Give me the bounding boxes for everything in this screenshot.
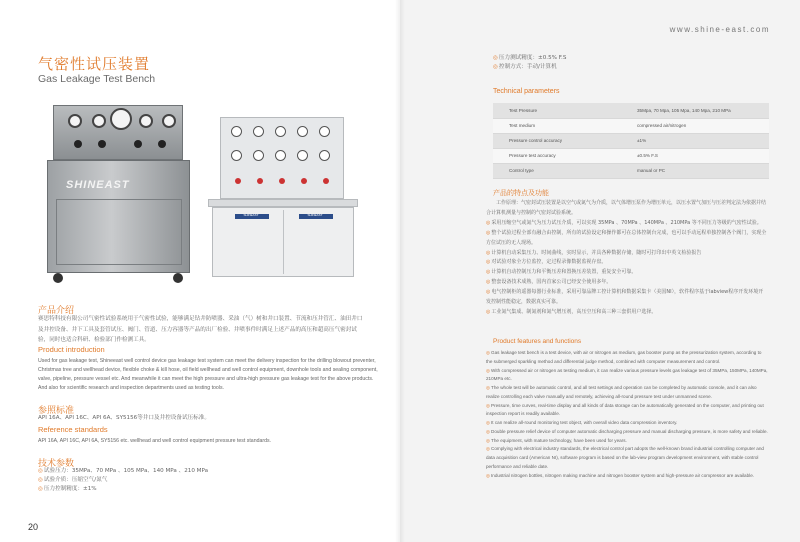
features-text-cn: [486, 199, 768, 318]
product-title-cn: 气密性试压装置: [38, 55, 151, 73]
bullet-icon: ◎: [38, 468, 43, 474]
console-desk: [208, 199, 358, 207]
technical-parameters-table: [493, 103, 769, 179]
param-value: ±0.5% F.S: [621, 148, 769, 163]
bullet-icon: ◎: [486, 259, 491, 266]
gauge-panel: [53, 105, 183, 160]
bullet-icon: ◎: [486, 308, 491, 315]
reference-text-en: API 16A, API 16C, API 6A, SY5156 etc. wellhead and well control equipment pressure test standards.: [38, 438, 271, 444]
switch-icon: [257, 178, 263, 184]
list-item: ◎整套设备技术成熟，国内首家公司已经安全使用多年。: [486, 279, 612, 286]
main-pressure-gauge-icon: [110, 108, 132, 130]
switch-icon: [323, 178, 329, 184]
table-row: [493, 118, 769, 133]
caster-wheel-icon: [173, 273, 183, 283]
valve-knob-icon: [98, 140, 106, 148]
list-item: ◎Gas leakage test bench is a test device, with air or nitrogen as medium, gas booster pump as the pressurization system, according to the submerged sparkling method and differential judge method, combined with computer measurement and control.: [486, 350, 762, 364]
pressure-gauge-icon: [139, 114, 153, 128]
features-heading-en: Product features and functions: [493, 338, 582, 345]
pressure-gauge-icon: [297, 126, 308, 137]
list-item: ◎试验压力：35MPa、70 MPa 、105 MPa、140 MPa 、210 MPa: [38, 468, 209, 474]
bullet-icon: ◎: [486, 229, 491, 236]
switch-icon: [235, 178, 241, 184]
list-item: ◎计算机自动采集压力、时间曲线，实时显示，并具各种数据存储，随时可打印出中英文检验报告: [486, 249, 702, 256]
list-item: ◎Industrial nitrogen bottles, nitrogen making machine and nitrogen booster system and high-pressure air compressor are available.: [486, 472, 755, 478]
param-label: Pressure test accuracy: [493, 148, 621, 163]
cabinet-body: [47, 160, 190, 273]
list-item: ◎整个试验过程全部有融合由控制，所有的试验设定和操作都可在总体控制台完成，也可以手动远程单独控制各个阀门，实现全方位试压的无人现场。: [486, 229, 767, 246]
console-cabinet: [212, 207, 354, 277]
param-label: Test Pressure: [493, 103, 621, 118]
bullet-icon: ◎: [486, 446, 491, 452]
param-value: ±1%: [621, 133, 769, 148]
product-title-en: Gas Leakage Test Bench: [38, 73, 156, 85]
bullet-icon: ◎: [38, 476, 43, 483]
bullet-icon: ◎: [486, 289, 491, 296]
bullet-icon: ◎: [486, 219, 491, 226]
test-bench-photo-console: [208, 117, 358, 277]
list-item: ◎压力测试精度：±0.5% F.S: [493, 55, 567, 61]
list-item: ◎With compressed air or nitrogen as testing medium, it can realize various pressure levels gas leakage test of 35MPa, 150MPa, 140MPa, 210MPa etc.: [486, 367, 768, 382]
pressure-gauge-icon: [231, 150, 242, 161]
caster-wheel-icon: [53, 273, 63, 283]
pressure-gauge-icon: [68, 114, 82, 128]
intro-heading-en: Product introduction: [38, 345, 105, 354]
list-item: ◎对试验对象全方位监控，定过程录像数据监视存盘。: [486, 259, 607, 266]
book-gutter: [395, 0, 405, 542]
pressure-gauge-icon: [92, 114, 106, 128]
bullet-icon: ◎: [493, 63, 498, 70]
reference-heading-cn: 参照标准: [38, 406, 75, 416]
list-item: ◎The whole test will be automatic control, and all test settings and operation can be completed by automatic console, and it can also realize controlling each valve manually and remotely, achieving all-round pressure test under unmanned scene.: [486, 385, 757, 399]
tech-params-heading-cn: 技术参数: [38, 459, 75, 469]
reference-text-cn: API 16A、API 16C、API 6A、SY5156等井口及井控设备试压标准。: [38, 415, 210, 421]
cabinet-divider: [283, 210, 284, 274]
list-item: ◎试验介质：压缩空气/氮气: [38, 476, 108, 483]
param-label: Pressure control accuracy: [493, 133, 621, 148]
pressure-gauge-icon: [253, 150, 264, 161]
tech-params-list: [38, 467, 208, 493]
table-row: [493, 148, 769, 163]
bullet-icon: ◎: [486, 472, 491, 478]
list-item: ◎控制方式：手动/计算机: [493, 63, 557, 70]
features-intro-cn: 工作原理：气密封试压装置是以空气或氮气为介质，以气体增压泵作为增压单元，以压水置气加压与压差判定法为依据并结合计算机测量与控制的气密封试验系统。: [486, 200, 767, 216]
list-item: ◎Pressure, time curves, real-time display and all kinds of data storage can be automatically generated on the computer, and printing out inspection report is readily available.: [486, 402, 764, 417]
bullet-icon: ◎: [38, 485, 43, 492]
test-bench-photo-stainless: [47, 105, 190, 283]
cabinet-door: [56, 199, 182, 265]
machine-logo: SHINEAST: [66, 179, 130, 191]
pressure-gauge-icon: [297, 150, 308, 161]
table-row: [493, 133, 769, 148]
pressure-gauge-icon: [319, 126, 330, 137]
bullet-icon: ◎: [493, 55, 498, 61]
top-params-list: [493, 54, 566, 72]
pressure-gauge-icon: [162, 114, 176, 128]
pressure-gauge-icon: [319, 150, 330, 161]
pressure-gauge-icon: [275, 150, 286, 161]
features-text-en: [486, 349, 768, 480]
pressure-gauge-icon: [275, 126, 286, 137]
valve-knob-icon: [158, 140, 166, 148]
bullet-icon: ◎: [486, 437, 491, 443]
table-row: [493, 163, 769, 178]
bullet-icon: ◎: [486, 385, 491, 390]
page-number: 20: [28, 522, 39, 532]
brand-tag-text-left: SHINEAST: [243, 213, 259, 217]
table-row: [493, 103, 769, 118]
features-heading-cn: 产品的特点及功能: [493, 189, 549, 197]
param-value: compressed air/nitrogen: [621, 118, 769, 133]
list-item: ◎工业氮气集成、制氮剂和氮气增压剂，高压空压和高三种三套供用户选择。: [486, 308, 657, 315]
list-item: ◎It can realize all-round monitoring test object, with overall video data compression inventory.: [486, 420, 678, 425]
brand-tag-text-right: SHINEAST: [307, 213, 323, 217]
bullet-icon: ◎: [486, 350, 491, 355]
param-label: Test medium: [493, 118, 621, 133]
bullet-icon: ◎: [486, 269, 491, 276]
list-item: ◎压力控制精度：±1%: [38, 485, 97, 492]
param-label: Control type: [493, 163, 621, 178]
technical-parameters-heading: Technical parameters: [493, 88, 560, 95]
list-item: ◎采用压缩空气或氮气为压力试压介质，可以实现 35MPa 、70MPa 、140MPa 、210MPa 等不同压力等级的气密性试验。: [486, 219, 762, 226]
bullet-icon: ◎: [486, 402, 491, 408]
console-panel: [220, 117, 344, 199]
list-item: ◎计算机自动控制压力和平衡压差和置换压差装置，重复安全可靠。: [486, 269, 637, 276]
param-value: manual or PC: [621, 163, 769, 178]
valve-knob-icon: [74, 140, 82, 148]
bullet-icon: ◎: [486, 249, 491, 256]
bullet-icon: ◎: [486, 428, 491, 434]
list-item: ◎The equipment, with mature technology, have been used for years.: [486, 437, 627, 443]
bullet-icon: ◎: [486, 279, 491, 286]
intro-heading-cn: 产品介绍: [38, 306, 75, 316]
list-item: ◎Complying with electrical industry standards, the electrical control part adopts the well-known brand industrial controlling computer and data acquisition card (American NI), software program is based on the lab-view program development environment, with stable control performance and reliable date.: [486, 446, 764, 469]
switch-icon: [279, 178, 285, 184]
list-item: ◎电气控制柜的遥器每器行业标准，采用可靠品牌工控计算机和数据采集卡（美国NI），软件程序基于labview程序开发环境开发控制性能稳定，数据真实可靠。: [486, 289, 764, 306]
intro-text-cn: 赛思特科技有限公司气密性试验系统用于气密性试验，能够满足钻井防喷器、采油（气）树和井口装置、节流和压井管汇、油田井口及井控设备、井下工具及套管试压、阀门、管道、压力容器等产品的出厂检验、井喷事件时满足上述产品的高压和超高压气密封试验，同时也适合科研、检验部门作检测工具。: [38, 316, 363, 343]
param-value: 35Mpa, 70 Mpa, 105 Mpa, 140 Mpa, 210 MPa: [621, 103, 769, 118]
intro-text-en: Used for gas leakage test, Shineeast well control device gas leakage test system can meet the delivery inspection for the drilling blowout preventer, Christmas tree and wellhead device, flexible choke & kill hose, oil field wellhead and well control equipment, downhole tools and sealing component, valve, pipeline, pressure vessel etc. And meanwhile it can meet the high pressure and ultra-high pressure gas leakage test for the above products. And also for scientific research and inspection departments used as testing tools.: [38, 358, 378, 391]
switch-icon: [301, 178, 307, 184]
website-url: www.shine-east.com: [669, 25, 770, 34]
list-item: ◎Double pressure relief device of computer automatic discharging pressure and manual discharging pressure, is more safety and reliable.: [486, 428, 768, 434]
bullet-icon: ◎: [486, 420, 491, 425]
valve-knob-icon: [134, 140, 142, 148]
pressure-gauge-icon: [231, 126, 242, 137]
pressure-gauge-icon: [253, 126, 264, 137]
reference-heading-en: Reference standards: [38, 425, 108, 434]
bullet-icon: ◎: [486, 367, 491, 373]
